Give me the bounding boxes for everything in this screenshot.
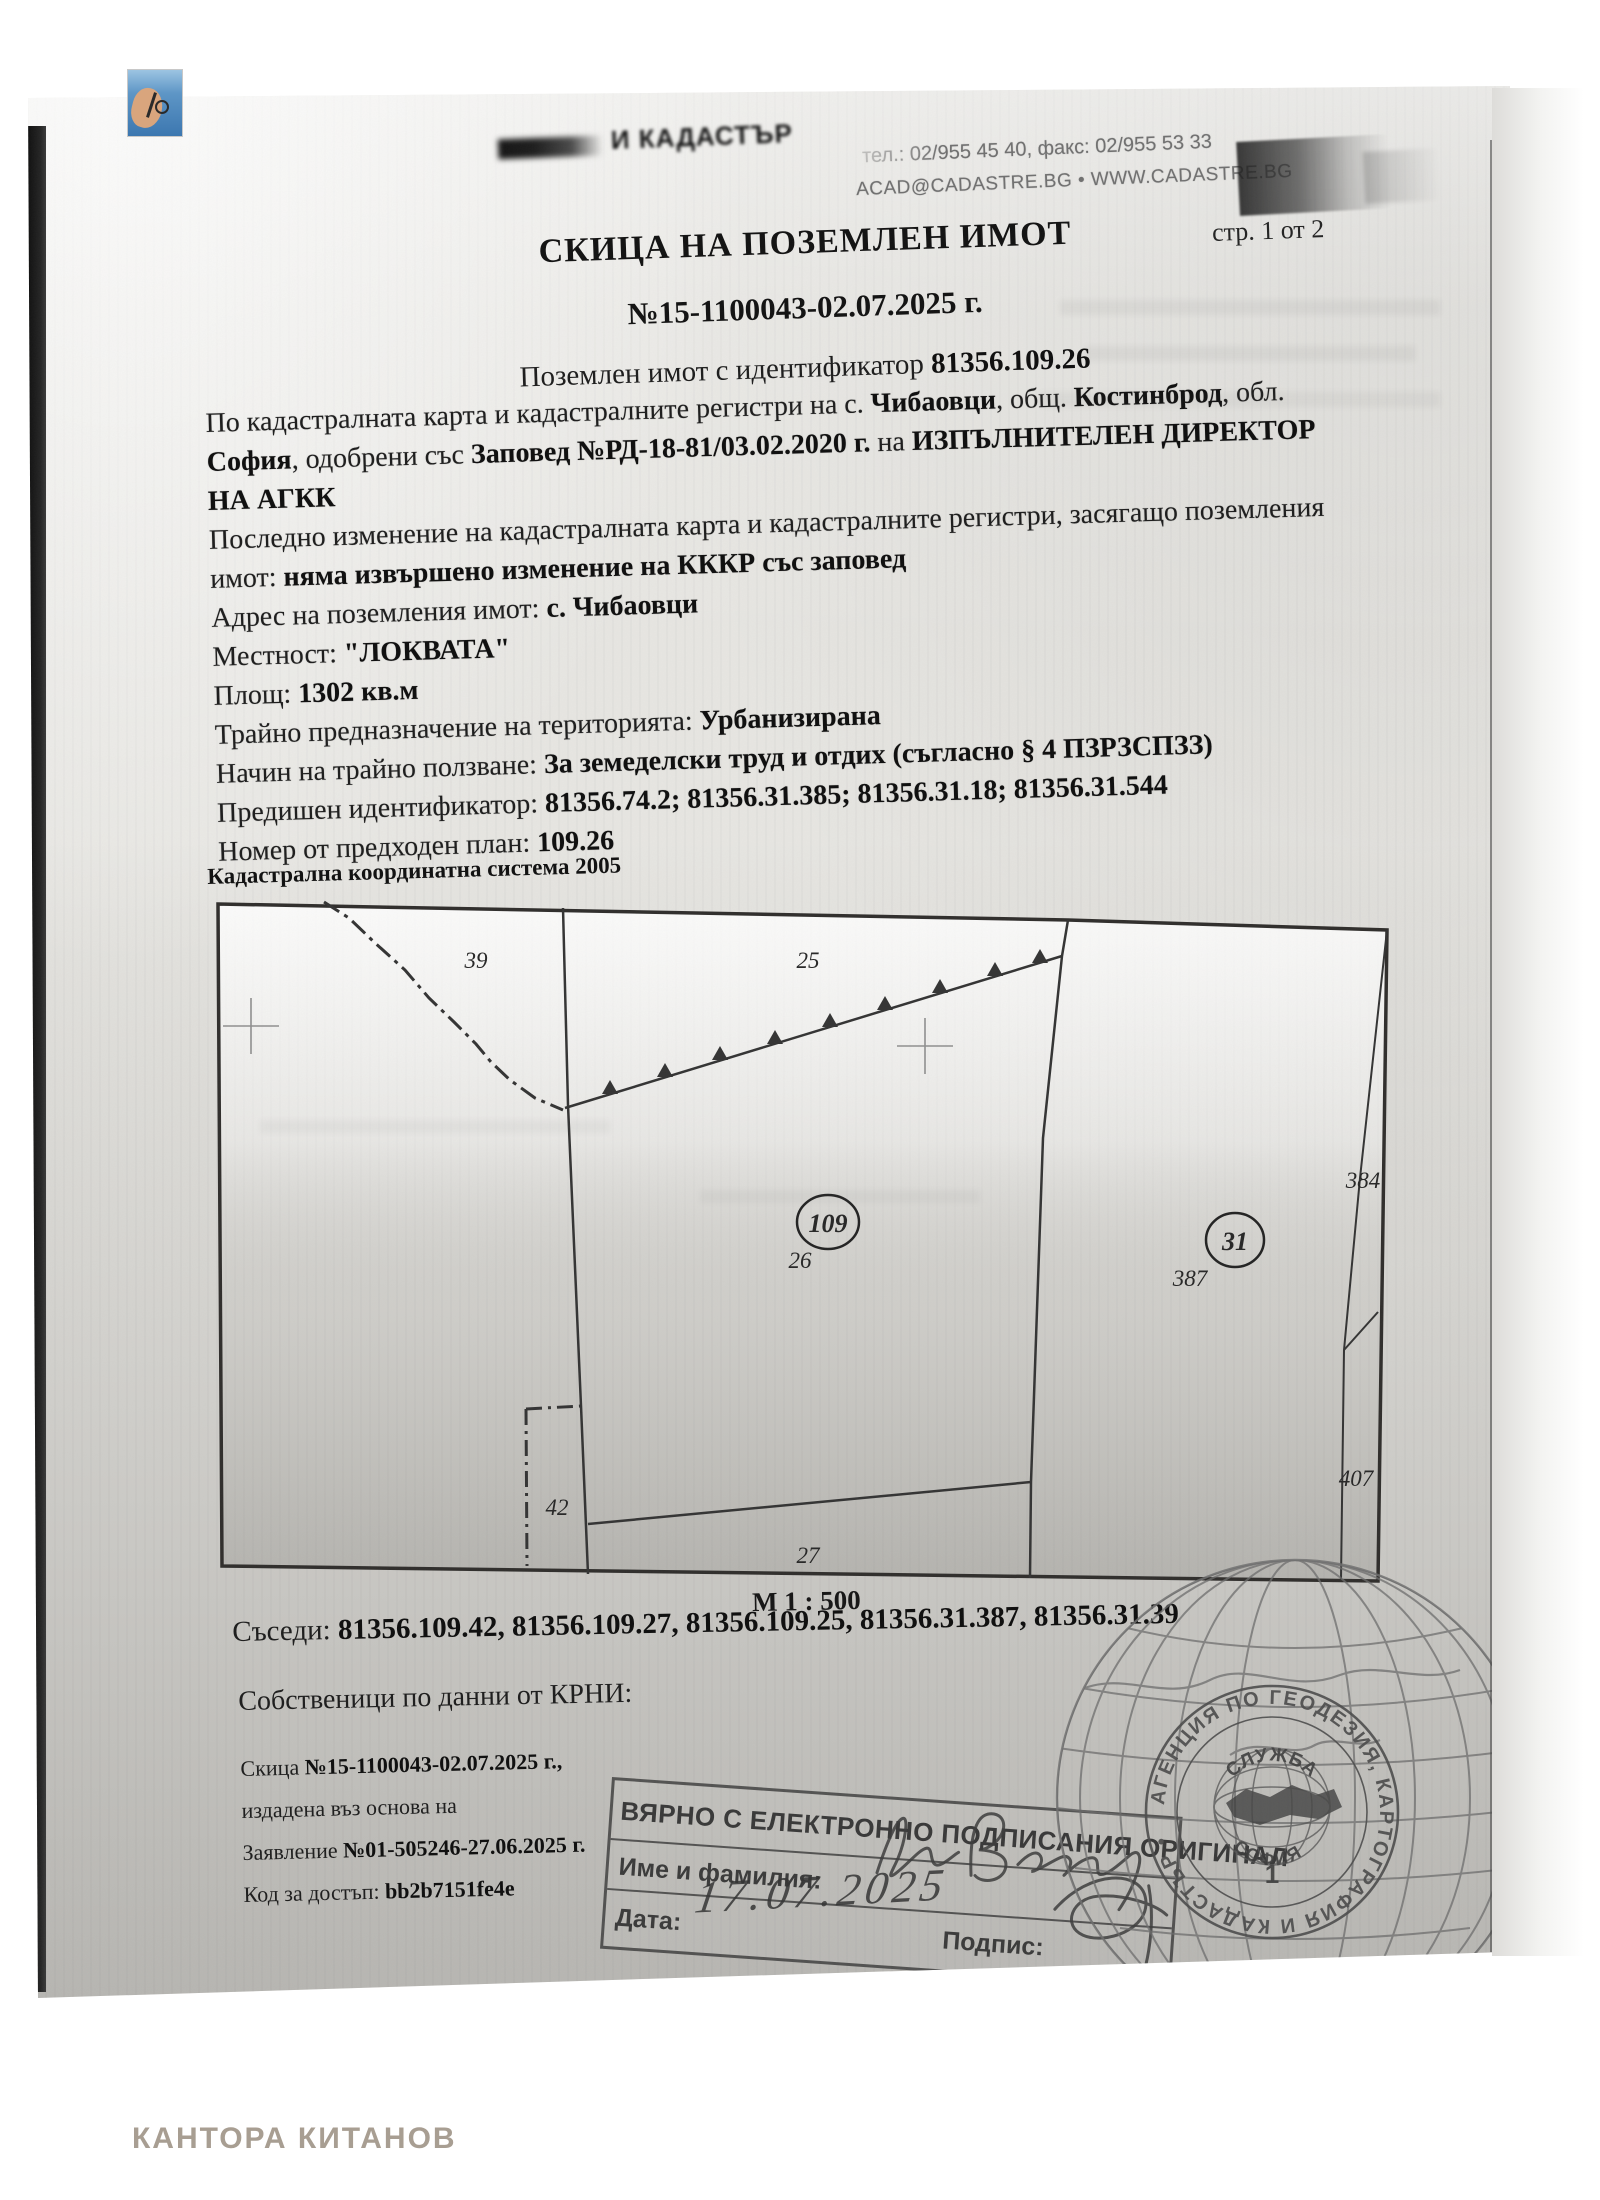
key-ring-icon <box>155 100 169 114</box>
scan-right-margin <box>1492 88 1600 1956</box>
agency-photo-logo <box>128 70 182 136</box>
office-watermark: КАНТОРА КИТАНОВ <box>132 2122 457 2155</box>
